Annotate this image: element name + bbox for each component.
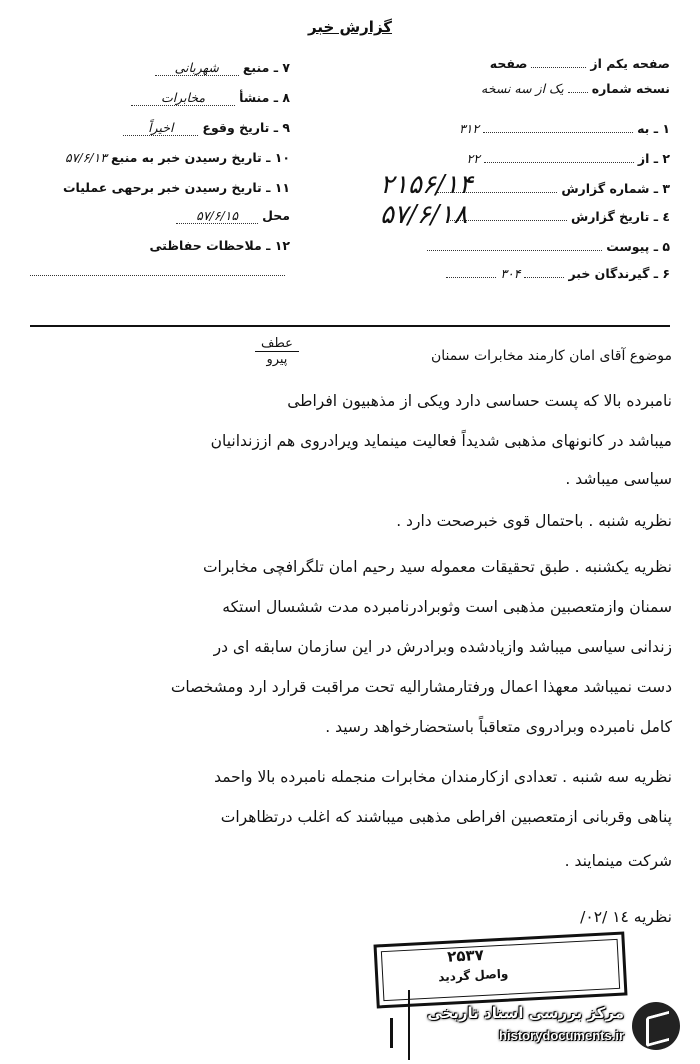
field-to-value: ۳۱۲ (458, 121, 480, 136)
field-to (459, 120, 670, 142)
page-title: گزارش خبر (307, 18, 393, 36)
field-copy-number (481, 80, 670, 102)
field-page-label: صفحه یکم از (590, 56, 670, 71)
blank-line (30, 275, 285, 276)
body-line: سیاسی میباشد . (565, 470, 672, 488)
field-attachment (427, 238, 670, 260)
field-report-date-label: ٤ ـ تاریخ گزارش (570, 209, 670, 224)
field-source-received-date-label: ۱۰ ـ تاریخ رسیدن خبر به منبع (110, 150, 290, 165)
field-recipients (446, 265, 670, 287)
body-line: نامبرده بالا که پست حساسی دارد ویکی از مذهبیون افراطی (287, 392, 672, 410)
watermark-url: historydocuments.ir (499, 1028, 624, 1043)
field-ops-received-date-label: ۱۱ ـ تاریخ رسیدن خبر برحهی عملیات (62, 180, 290, 195)
field-origin (131, 90, 290, 112)
field-origin-value: مخابرات (131, 90, 235, 106)
watermark-title: مرکز بررسی اسناد تاریخی (427, 1004, 624, 1022)
body-line: نظریه یکشنبه . طبق تحقیقات معموله سید رحیم امان تلگرافچی مخابرات (202, 558, 672, 576)
field-recipients-label: ۶ ـ گیرندگان خبر (568, 266, 670, 281)
body-line: کامل نامبرده وبرادروی متعاقباً باستحضارخواهد رسید . (325, 718, 672, 736)
field-copy-number-label: نسخه شماره (591, 81, 670, 96)
stamp-number: ۲۵۳۷ (446, 945, 485, 966)
field-source-label: ۷ ـ منبع (242, 60, 290, 75)
divider (30, 325, 670, 327)
reference-atf: عطف (255, 336, 299, 352)
field-source-received-date-value: ۵۷/۶/۱۳ (64, 150, 107, 165)
field-recipients-value: ۳۰۴ (500, 266, 521, 281)
body-line: میباشد در کانونهای مذهبی شدیداً فعالیت مینماید ویرادروی هم اززندانیان (210, 432, 672, 450)
field-page (490, 55, 670, 77)
handwritten-report-date: ۵۷/۶/۱۸ (380, 200, 468, 230)
field-source-value: شهربانی (155, 60, 239, 76)
field-from-value: ۲۲ (466, 151, 480, 166)
body-line: پناهی وقربانی ازمتعصبین افراطی مذهبی میباشند که اغلب درتظاهرات (220, 808, 672, 826)
stamp-received: واصل گردید (437, 966, 509, 985)
handwritten-report-number: ۲۱۵۶/۱۴ (380, 170, 473, 200)
body-line: نظریه سه شنبه . تعدادی ازکارمندان مخابرات منجمله نامبرده بالا واحمد (214, 768, 672, 786)
margin-mark (390, 1018, 393, 1048)
field-security-notes (150, 238, 291, 260)
field-location-value: ۵۷/۶/۱۵ (176, 208, 258, 224)
field-page-value: صفحه (489, 56, 528, 71)
body-line: نظریه ١٤ /۰۲/ (580, 908, 672, 926)
field-report-date (447, 208, 670, 230)
body-line: نظریه شنبه . باحتمال قوی خبرصحت دارد . (396, 512, 672, 530)
field-to-label: ۱ ـ به (637, 121, 670, 136)
field-location-label: محل (262, 208, 290, 223)
field-from (466, 150, 670, 172)
field-copy-number-value: یک از سه نسخه (481, 81, 564, 96)
margin-mark (408, 990, 410, 1060)
archive-logo-icon (632, 1002, 680, 1050)
body-line: سمنان وازمتعصبین مذهبی است وثوبرادرنامبرده مدت ششسال استکه (222, 598, 672, 616)
field-source-received-date (65, 150, 290, 172)
field-source (155, 60, 290, 82)
field-location (176, 208, 290, 230)
body-line: دست نمیباشد معهذا اعمال ورفتارمشارالیه تحت مراقبت قرارد ارد ومشخصات (170, 678, 672, 696)
field-report-number-label: ۳ ـ شماره گزارش (561, 181, 670, 196)
field-occurrence-date-label: ۹ ـ تاریخ وقوع (202, 120, 290, 135)
field-origin-label: ۸ ـ منشأ (239, 90, 290, 105)
watermark (427, 998, 680, 1054)
field-ops-received-date (63, 180, 290, 202)
reference-box (255, 336, 299, 367)
field-security-notes-label: ۱۲ ـ ملاحظات حفاظتی (149, 238, 290, 253)
subject-line: موضوع آقای امان کارمند مخابرات سمنان (430, 348, 672, 364)
body-line: شرکت مینمایند . (564, 852, 672, 870)
received-stamp (373, 931, 627, 1008)
reference-peyro: پیرو (266, 352, 288, 367)
field-occurrence-date (123, 120, 290, 142)
field-from-label: ۲ ـ از (637, 151, 670, 166)
field-occurrence-date-value: اخیراً (123, 120, 198, 136)
body-line: زندانی سیاسی میباشد وازیادشده وبرادرش در این سازمان سابقه ای در (213, 638, 672, 656)
field-attachment-label: ۵ ـ پیوست (606, 239, 670, 254)
